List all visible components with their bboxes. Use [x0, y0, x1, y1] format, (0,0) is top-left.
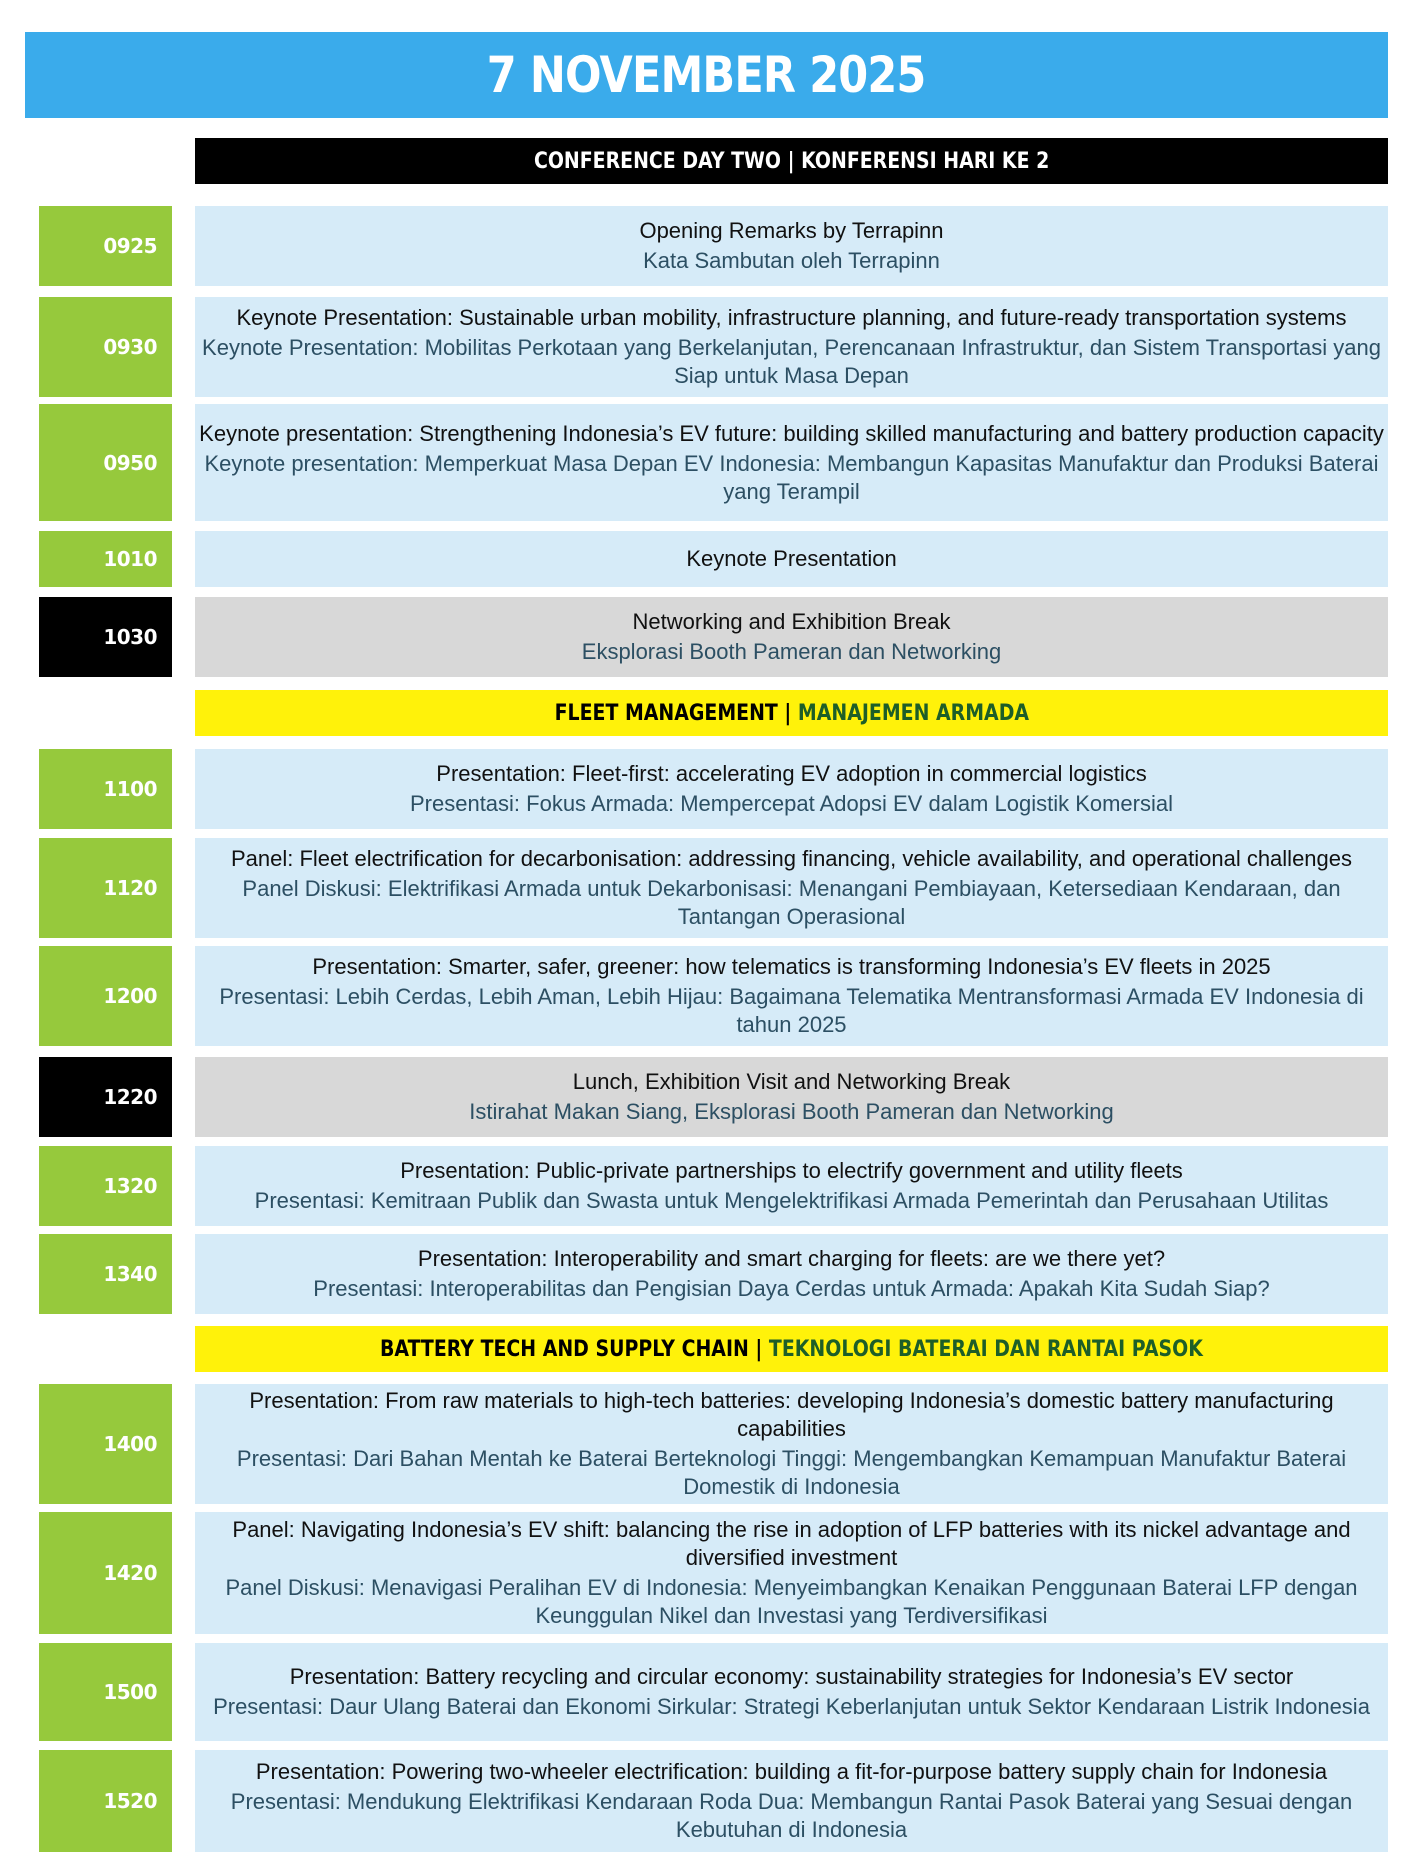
- session-title-en: Presentation: From raw materials to high-tech batteries: developing Indonesia’s domestic battery manufacturing capabilities: [249, 1388, 1334, 1441]
- session-content: [195, 946, 1388, 1046]
- session-title-id: Kata Sambutan oleh Terrapinn: [643, 248, 940, 273]
- session-title-en: Opening Remarks by Terrapinn: [639, 218, 944, 243]
- session-row: [0, 1643, 1414, 1741]
- session-title-id: Eksplorasi Booth Pameran dan Networking: [581, 639, 1002, 664]
- session-title-id: Presentasi: Daur Ulang Baterai dan Ekonomi Sirkular: Strategi Keberlanjutan untuk Sektor Kendaraan Listrik Indonesia: [213, 1694, 1370, 1719]
- session-title-id: Presentasi: Kemitraan Publik dan Swasta untuk Mengelektrifikasi Armada Pemerintah dan Perusahaan Utilitas: [254, 1188, 1329, 1213]
- section-title-en: BATTERY TECH AND SUPPLY CHAIN |: [380, 1336, 763, 1362]
- session-time: 1400: [39, 1384, 172, 1504]
- session-time: 1320: [39, 1146, 172, 1226]
- session-time: 1120: [39, 838, 172, 938]
- session-time: 1500: [39, 1643, 172, 1741]
- session-title-en: Keynote presentation: Strengthening Indonesia’s EV future: building skilled manufacturing and battery production capacity: [199, 420, 1384, 446]
- session-time: 1220: [39, 1057, 172, 1137]
- section-title-id: TEKNOLOGI BATERAI DAN RANTAI PASOK: [768, 1336, 1203, 1362]
- session-time: 0930: [39, 297, 172, 397]
- session-time: 1520: [39, 1750, 172, 1852]
- session-title-id: Keynote presentation: Memperkuat Masa Depan EV Indonesia: Membangun Kapasitas Manufaktur dan Produksi Baterai yang Terampil: [204, 450, 1379, 504]
- session-title-en: Panel: Navigating Indonesia’s EV shift: balancing the rise in adoption of LFP batteries with its nickel advantage and diversified investment: [232, 1517, 1351, 1570]
- session-content: [195, 1057, 1388, 1137]
- session-title-id: Presentasi: Dari Bahan Mentah ke Baterai Berteknologi Tinggi: Mengembangkan Kemampuan Manufaktur Baterai Domestik di Indonesia: [236, 1446, 1347, 1499]
- session-time: 0925: [39, 206, 172, 286]
- session-row: [0, 1512, 1414, 1634]
- session-content: [195, 1146, 1388, 1226]
- session-title-id: Keynote Presentation: Mobilitas Perkotaan yang Berkelanjutan, Perencanaan Infrastruktur, dan Sistem Transportasi yang Siap untuk Masa Depan: [202, 335, 1381, 388]
- session-content: [195, 1234, 1388, 1314]
- session-content: [195, 1512, 1388, 1634]
- session-content: [195, 206, 1388, 286]
- session-row: [0, 1384, 1414, 1504]
- session-row: [0, 404, 1414, 521]
- session-time: 1100: [39, 749, 172, 829]
- session-title-id: Panel Diskusi: Elektrifikasi Armada untuk Dekarbonisasi: Menangani Pembiayaan, Ketersediaan Kendaraan, dan Tantangan Operasional: [242, 876, 1341, 929]
- section-title-id: MANAJEMEN ARMADA: [797, 700, 1029, 726]
- session-title-id: Presentasi: Lebih Cerdas, Lebih Aman, Lebih Hijau: Bagaimana Telematika Mentransformasi Armada EV Indonesia di tahun 2025: [219, 984, 1364, 1037]
- session-row: [0, 838, 1414, 938]
- session-title-en: Networking and Exhibition Break: [632, 609, 951, 634]
- session-title-en: Presentation: Fleet-first: accelerating EV adoption in commercial logistics: [436, 761, 1147, 786]
- session-row: [0, 946, 1414, 1046]
- session-title-id: Presentasi: Mendukung Elektrifikasi Kendaraan Roda Dua: Membangun Rantai Pasok Baterai yang Sesuai dengan Kebutuhan di Indonesia: [230, 1789, 1353, 1842]
- session-content: [195, 297, 1388, 397]
- session-title-id: Presentasi: Fokus Armada: Mempercepat Adopsi EV dalam Logistik Komersial: [409, 791, 1174, 816]
- session-title-en: Presentation: Public-private partnerships to electrify government and utility fleets: [400, 1158, 1183, 1183]
- session-time: 1340: [39, 1234, 172, 1314]
- session-title-en: Presentation: Interoperability and smart charging for fleets: are we there yet?: [417, 1246, 1166, 1271]
- session-title-en: Presentation: Smarter, safer, greener: how telematics is transforming Indonesia’s EV fleets in 2025: [312, 954, 1271, 979]
- session-title-en: Keynote Presentation: [686, 546, 897, 571]
- session-row: [0, 297, 1414, 397]
- break-row: [0, 597, 1414, 677]
- section-header-fleet: [195, 690, 1388, 736]
- section-title-en: FLEET MANAGEMENT |: [554, 700, 791, 726]
- session-time: 1010: [39, 531, 172, 587]
- session-title-en: Lunch, Exhibition Visit and Networking Break: [572, 1069, 1011, 1094]
- session-time: 0950: [39, 404, 172, 521]
- session-row: [0, 749, 1414, 829]
- session-title-en: Presentation: Battery recycling and circular economy: sustainability strategies for Indonesia’s EV sector: [289, 1664, 1294, 1689]
- session-content: [195, 1384, 1388, 1504]
- session-row: [0, 1234, 1414, 1314]
- session-content: [195, 1643, 1388, 1741]
- day-title: CONFERENCE DAY TWO | KONFERENSI HARI KE 2: [533, 148, 1050, 174]
- session-time: 1030: [39, 597, 172, 677]
- day-title-bar: [195, 138, 1388, 184]
- session-content: [195, 404, 1388, 521]
- session-title-id: Istirahat Makan Siang, Eksplorasi Booth Pameran dan Networking: [469, 1099, 1114, 1124]
- session-time: 1200: [39, 946, 172, 1046]
- session-title-en: Keynote Presentation: Sustainable urban mobility, infrastructure planning, and future-ready transportation systems: [236, 305, 1347, 330]
- session-title-id: Presentasi: Interoperabilitas dan Pengisian Daya Cerdas untuk Armada: Apakah Kita Sudah Siap?: [313, 1276, 1270, 1301]
- session-content: [195, 1750, 1388, 1852]
- session-row: [0, 1146, 1414, 1226]
- session-title-en: Panel: Fleet electrification for decarbonisation: addressing financing, vehicle availability, and operational challenges: [230, 846, 1353, 871]
- date-banner: [25, 32, 1388, 118]
- session-title-en: Presentation: Powering two-wheeler electrification: building a fit-for-purpose battery supply chain for Indonesia: [255, 1759, 1328, 1784]
- session-title-id: Panel Diskusi: Menavigasi Peralihan EV di Indonesia: Menyeimbangkan Kenaikan Penggunaan Baterai LFP dengan Keunggulan Nikel dan Investasi yang Terdiversifikasi: [225, 1575, 1358, 1628]
- session-row: [0, 206, 1414, 286]
- session-row: [0, 1750, 1414, 1852]
- session-content: [195, 749, 1388, 829]
- page-title: 7 NOVEMBER 2025: [487, 46, 926, 104]
- session-content: [195, 838, 1388, 938]
- section-header-battery: [195, 1326, 1388, 1372]
- session-content: [195, 597, 1388, 677]
- session-content: [195, 531, 1388, 587]
- session-row: [0, 531, 1414, 587]
- session-time: 1420: [39, 1512, 172, 1634]
- break-row: [0, 1057, 1414, 1137]
